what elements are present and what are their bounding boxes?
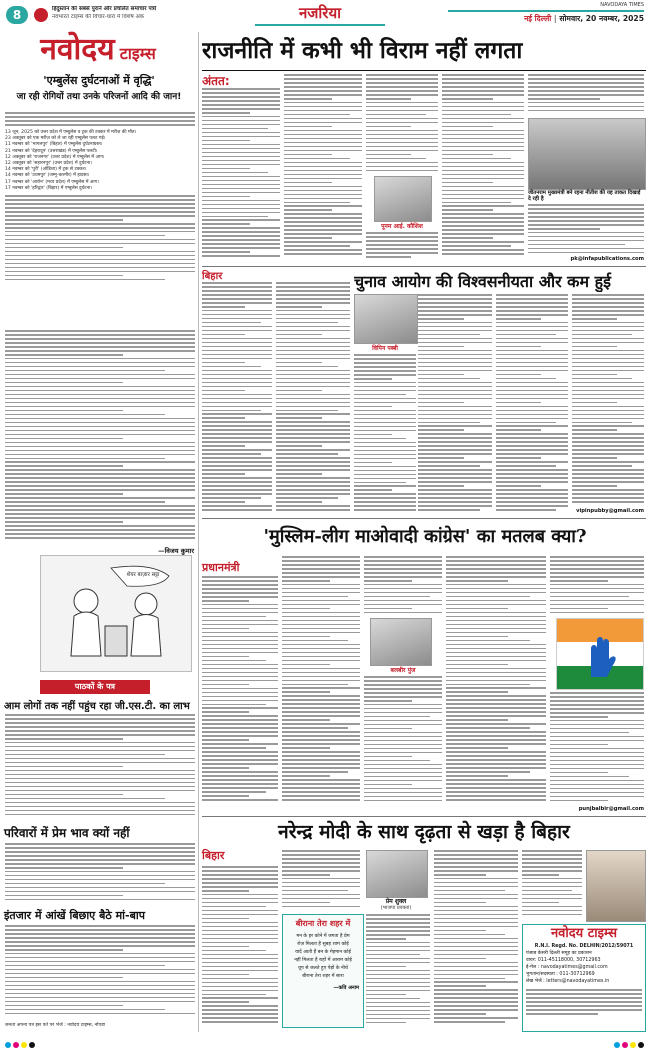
article2-title: चुनाव आयोग की विश्वसनीयता और कम हुई: [354, 272, 611, 291]
lead-left-title-1: 'एम्बुलेंस दुर्घटनाओं में वृद्धि': [43, 74, 155, 87]
list-item: 12 अक्तूबर को 'राजनगर' (उत्तर प्रदेश) में एम्बुलेंस में आग।: [5, 154, 105, 160]
poem-line: मन के हर कोने में जगता है प्रेम: [296, 934, 350, 939]
article3-col5b: [550, 692, 644, 806]
poem-line: नहीं मिलता है राहों में आराम कोई: [294, 958, 352, 963]
poem-title: बीराना तेरा शहर में: [295, 919, 351, 928]
letters-label: पाठकों के पत्र: [40, 680, 150, 694]
registration-marks: [0, 1034, 649, 1042]
lead-left-byline: —विजय कुमार: [158, 547, 194, 555]
banner-line-1: हिंदुस्तान की सबसे पुराने और प्रचलित समाचार पत्रों: [52, 6, 157, 12]
article2-col4: [496, 294, 568, 514]
author-photo-poonam: [374, 176, 432, 222]
list-item: 14 नवम्बर को 'पुरी' (ओडिशा) में ट्रक से टक्कर।: [5, 167, 87, 173]
list-item: 21 नवम्बर को 'देहरादून' (उत्तराखंड) में एम्बुलेंस पलटी।: [5, 148, 98, 154]
letter3-title: इंतजार में आंखें बिछाए बैठे मां-बाप: [4, 909, 145, 922]
main-body-col4: [442, 74, 524, 260]
lead-left-intro: [5, 112, 195, 130]
masthead: [0, 30, 196, 70]
publication-top-label: NAVODAYA TIMES: [600, 2, 644, 8]
hand-symbol-icon: [557, 619, 643, 689]
list-item: 17 नवम्बर को 'हरिद्वार' (बिहार) में एम्बुलेंस दुर्घटना।: [5, 185, 93, 191]
article2-col1: [202, 282, 272, 514]
main-body-col5: [528, 74, 644, 116]
poem-line: बीराना तेरा शहर में सारा: [302, 974, 344, 979]
list-item: 13 जून, 2025 को उत्तर प्रदेश में एम्बुलेंस व ट्रक की टक्कर में मरीज़ की मौत।: [5, 130, 137, 135]
footer-line: वायर: 011-45118000, 30712963: [526, 958, 601, 963]
edition-sep: |: [553, 14, 560, 23]
main-body-col3b: [366, 232, 438, 260]
footer-line: पंजाब केसरी दिल्ली समूह का प्रकाशन: [526, 951, 592, 956]
article4-kicker: बिहार: [202, 849, 225, 862]
list-item: 14 नवम्बर को 'उधमपुर' (जम्मू-कश्मीर) में हादसा।: [5, 173, 90, 179]
letter1-title: आम लोगों तक नहीं पहुंच रहा जी.एस.टी. का लाभ: [4, 701, 190, 712]
headline-rule: [202, 70, 646, 71]
article3-email: punjbalbir@gmail.com: [578, 806, 644, 812]
nitish-photo: [528, 118, 646, 190]
article4-col1: [202, 866, 278, 1026]
section-title-box: [255, 2, 385, 26]
cartoon: [40, 555, 192, 672]
masthead-suffix: टाइम्स: [119, 44, 156, 63]
main-kicker: अंतत:: [202, 74, 230, 88]
date-line: सोमवार, 20 नवम्बर, 2025: [559, 14, 644, 23]
article3-title: 'मुस्लिम-लीग माओवादी कांग्रेस' का मतलब क्या?: [263, 526, 587, 547]
article2-col5: [572, 294, 644, 508]
article4-col3: [366, 914, 430, 1026]
main-body-col5b: [528, 204, 644, 256]
author-role-prem: (भाजपा प्रवक्ता): [380, 905, 412, 911]
article2-email: vipinpubby@gmail.com: [576, 508, 644, 514]
footer-name: नवोदय टाइम्स: [550, 926, 618, 941]
article4-col2: [282, 850, 360, 910]
letter1-body: [5, 714, 195, 820]
footer-line: भुगतान/सदस्यता : 011-30712969: [526, 972, 595, 977]
footer-line: लेख भेजें : letters@navodayatimes.in: [526, 979, 610, 984]
lead-left-list: [5, 112, 195, 325]
article3-col3: [364, 556, 442, 616]
column-rule: [198, 32, 199, 1032]
poem-author: —कवि अनाम: [333, 985, 359, 991]
article3-kicker: प्रधानमंत्री: [202, 561, 240, 574]
poem-box: [282, 914, 364, 1028]
lead-left-body-2: [5, 330, 195, 542]
footer-box: [522, 924, 646, 1032]
footer-regd: R.N.I. Regd. No. DELHIN/2012/59071: [534, 944, 634, 949]
article2-kicker: बिहार: [202, 271, 223, 282]
poem-line: यादें आती हैं बन के मेहमान कोई: [295, 950, 351, 955]
article3-col5: [550, 556, 644, 616]
letter2-body: [5, 843, 195, 905]
footer-line: ई-मेल : navodayatimes@gmail.com: [526, 965, 608, 970]
edition-line: [448, 10, 644, 26]
banner-line-2: नवभारत टाइम्स की विचार-धारा में विशेष अंक: [52, 14, 145, 20]
poem-line: धूप से जलते हुए पेड़ों के नीचे: [298, 966, 348, 971]
letter2-title: परिवारों में प्रेम भाव क्यों नहीं: [4, 826, 130, 840]
cm-box-caption: जीतनराम मुख्यमंत्री बने रहना नीतीश की यह ताकत दिखाई दे रही है: [528, 190, 641, 203]
list-item: 17 नवम्बर को 'आरोन' (मध्य प्रदेश) में एम्बुलेंस में आग।: [5, 179, 99, 185]
masthead-name: नवोदय: [40, 32, 115, 67]
list-item: 23 अक्तूबर को एक मरीज़ को ले जा रही एम्बुलेंस पलट गई।: [5, 136, 106, 142]
article3-col2: [282, 556, 360, 806]
section-rule-3: [202, 816, 646, 817]
author-photo-prem: [366, 850, 428, 898]
congress-symbol: [556, 618, 644, 690]
modi-photo: [586, 850, 646, 922]
letter3-body: [5, 925, 195, 1020]
list-item: 12 अक्तूबर को 'सहारनपुर' (उत्तर प्रदेश) में दुर्घटना।: [5, 161, 93, 167]
article3-col1: [202, 576, 278, 806]
article2-col2: [276, 282, 350, 514]
article3-col4: [446, 556, 546, 806]
section-rule-2: [202, 518, 646, 519]
registration-dots: [0, 1041, 649, 1049]
poem-line: रोज़ मिलता है सुबह शाम कोई: [297, 942, 349, 947]
author-name-prem: प्रेम शुक्ल: [385, 898, 407, 905]
footer-extra: [526, 989, 642, 1019]
author-photo-vipin: [354, 294, 418, 344]
page-header: [0, 0, 649, 30]
article4-col4: [434, 850, 518, 1026]
main-headline: राजनीति में कभी भी विराम नहीं लगता: [202, 37, 523, 64]
article4-title: नरेन्द्र मोदी के साथ दृढ़ता से खड़ा है बिहार: [278, 821, 570, 843]
author-name-poonam: पूनम आई. कौशिश: [381, 223, 423, 230]
author-name-balbir: बलबीर पुंज: [390, 667, 416, 674]
author-photo-balbir: [370, 618, 432, 666]
decorative-banner: [34, 8, 48, 22]
main-email: pk@infapublications.com: [570, 256, 644, 262]
main-body-col2: [284, 74, 362, 260]
edition: नई दिल्ली: [524, 14, 552, 23]
article3-col3b: [364, 676, 442, 806]
article2-col3: [418, 294, 492, 514]
list-item: 11 नवम्बर को 'भागलपुर' (बिहार) में एम्बुलेंस दुर्घटनाग्रस्त।: [5, 142, 103, 148]
lead-left-body: [5, 195, 195, 285]
section-title: नजरिया: [298, 4, 342, 22]
letters-footer: जनता अपना पत्र इस पते पर भेजें : नवोदय टाइम्स, नोएडा: [5, 1023, 106, 1028]
cartoon-caption: शेयर बाज़ार सट्टा: [126, 572, 160, 578]
main-body-col1: [202, 88, 280, 260]
main-body-col3: [366, 74, 438, 174]
lead-left-title-2: जा रही रोगियों तथा उनके परिजनों आदि की जान!: [16, 92, 182, 102]
author-name-vipin: विपिन पब्बी: [372, 345, 398, 352]
section-rule-1: [202, 266, 646, 267]
article2-col3b: [354, 354, 416, 514]
page-number-badge: 8: [6, 6, 28, 24]
article4-col5: [522, 850, 582, 920]
